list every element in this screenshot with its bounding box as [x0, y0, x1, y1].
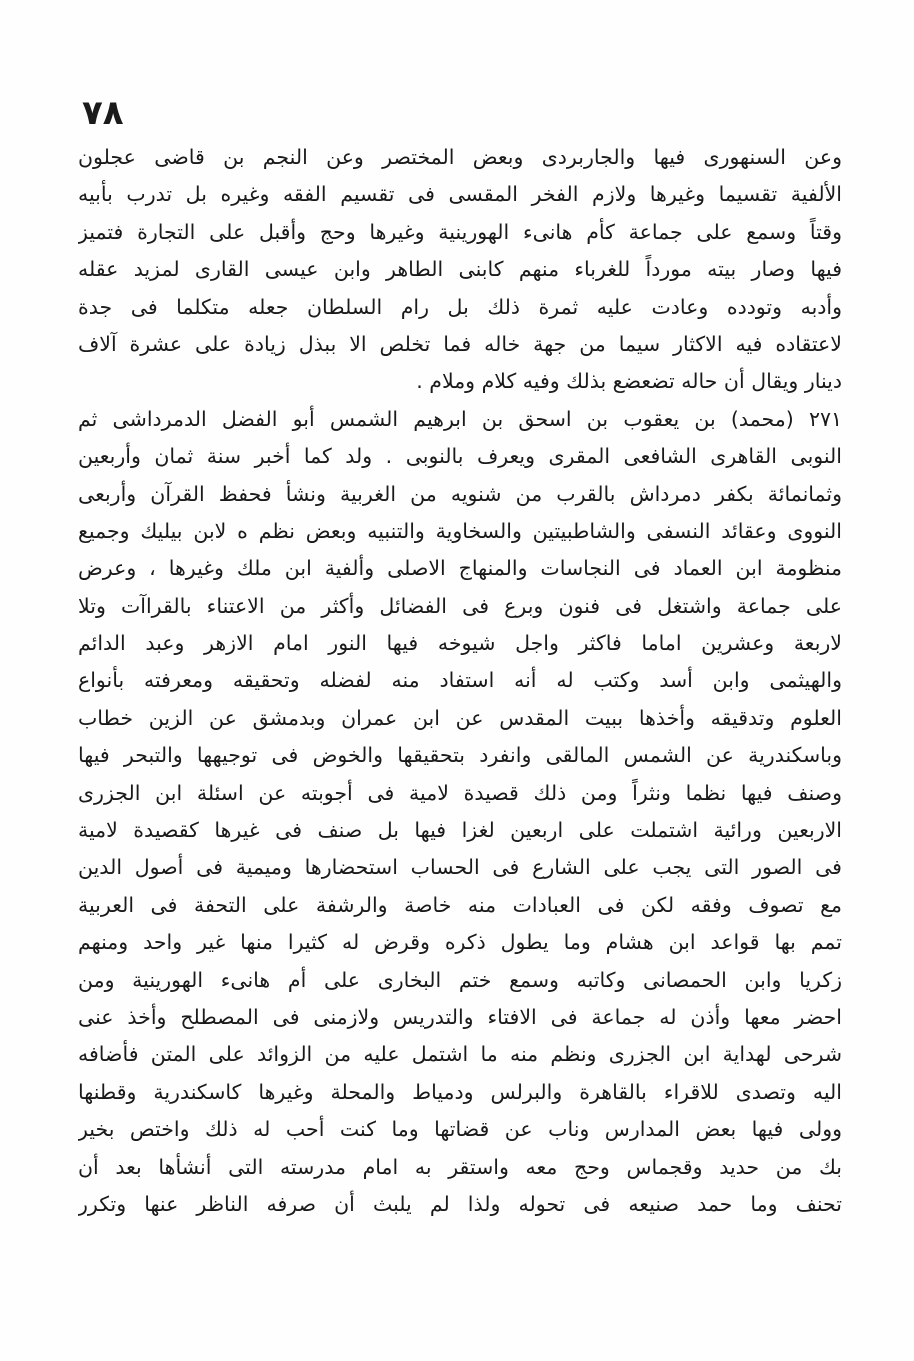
text-line: العلوم وتدقيقه وأخذها ببيت المقدس عن ابن عمران وبدمشق عن الزين خطاب: [78, 705, 842, 730]
entry-heading-line: ٢٧١ (محمد) بن يعقوب بن اسحق بن ابرهيم الشمس أبو الفضل الدمرداشى ثم: [78, 406, 842, 431]
text-line: وولى فيها بعض المدارس وناب عن قضاتها وما كنت أحب له ذلك واختص بخير: [78, 1117, 842, 1142]
text-line: وقتاً وسمع على جماعة كأم هانىء الهورينية وغيرها وحج وأقبل على التجارة فتميز: [78, 219, 842, 244]
text-line: تحنف وما حمد صنيعه فى تحوله ولذا لم يلبث أن صرفه الناظر عنها وتكرر: [78, 1191, 842, 1216]
text-line: على جماعة واشتغل فى فنون وبرع فى الفضائل وأكثر من الاعتناء بالقراآت وتلا: [78, 593, 842, 618]
text-line: بك من حديد وقجماس وحج معه واستقر به امام مدرسته التى أنشأها بعد أن: [78, 1154, 842, 1179]
text-line: دينار ويقال أن حاله تضعضع بذلك وفيه كلام وملام .: [416, 369, 842, 394]
text-line: والهيثمى وابن أسد وكتب له أنه استفاد منه لفضله وتحقيقه ومعرفته بأنواع: [78, 668, 842, 693]
text-line: وعن السنهورى فيها والجاربردى وبعض المختصر وعن النجم بن قاضى عجلون: [78, 145, 842, 169]
text-line: النووى وعقائد النسفى والشاطبيتين والسخاوية والتنبيه وبعض نظم ه لابن بيليك وجميع: [78, 518, 842, 543]
text-line: الألفية تقسيما وغيرها ولازم الفخر المقسى فى تقسيم الفقه وغيره بل تدرب بأبيه: [78, 182, 842, 207]
text-line: زكريا وابن الحمصانى وكاتبه وسمع ختم البخارى على أم هانىء الهورينية ومن: [78, 967, 842, 992]
text-line: لاعتقاده فيه الاكثار سيما من جهة خاله فما تخلص الا ببذل زيادة على عشرة آلاف: [78, 331, 842, 356]
text-line: فى الصور التى يجب على الشارع فى الحساب استحضارها وميمية فى أصول الدين: [78, 855, 842, 880]
text-line: احضر معها وأذن له جماعة فى الافتاء والتدريس ولازمنى فى المصطلح وأخذ عنى: [78, 1004, 842, 1029]
text-line: مع تصوف وفقه لكن فى العبادات منه خاصة والرشفة على التحفة فى العربية: [78, 892, 842, 917]
page-number: ٧٨: [82, 93, 124, 133]
body-text: [78, 139, 842, 1223]
text-line: فيها وصار بيته مورداً للغرباء منهم كابنى الطاهر وابن عيسى القارى لمزيد عقله: [78, 257, 842, 282]
text-line: تمم بها قواعد ابن هشام وما يطول ذكره وقرض له كثيرا منها غير واحد ومنهم: [78, 930, 842, 955]
text-line: وثمانمائة بكفر دمرداش بالقرب من شنويه من الغربية ونشأ فحفظ القرآن وأربعى: [78, 481, 842, 506]
text-line: لاربعة وعشرين اماما فاكثر واجل شيوخه فيها النور امام الازهر وعبد الدائم: [78, 631, 842, 656]
text-line: شرحى لهداية ابن الجزرى ونظم منه ما اشتمل عليه من الزوائد على المتن فأضافه: [78, 1042, 842, 1067]
text-line: اليه وتصدى للاقراء بالقاهرة والبرلس ودمياط والمحلة وغيرها كاسكندرية وقطنها: [78, 1079, 842, 1104]
text-line: الاربعين ورائية اشتملت على اربعين لغزا فيها بل صنف فى غيرها كقصيدة لامية: [78, 818, 842, 843]
text-line: وباسكندرية عن الشمس المالقى وانفرد بتحقيقها والخوض فى توجيهها والتبحر فيها: [78, 743, 842, 768]
text-line: وصنف فيها نظما ونثراً ومن ذلك قصيدة لامية فى أجوبته عن اسئلة ابن الجزرى: [78, 780, 842, 805]
text-line: وأدبه وتودده وعادت عليه ثمرة ذلك بل رام السلطان جعله متكلما فى جدة: [78, 294, 842, 319]
text-line: منظومة ابن العماد فى النجاسات والمنهاج الاصلى وألفية ابن ملك وغيرها ، وعرض: [78, 556, 842, 581]
text-line: النوبى القاهرى الشافعى المقرى ويعرف بالنوبى . ولد كما أخبر سنة ثمان وأربعين: [78, 444, 842, 469]
